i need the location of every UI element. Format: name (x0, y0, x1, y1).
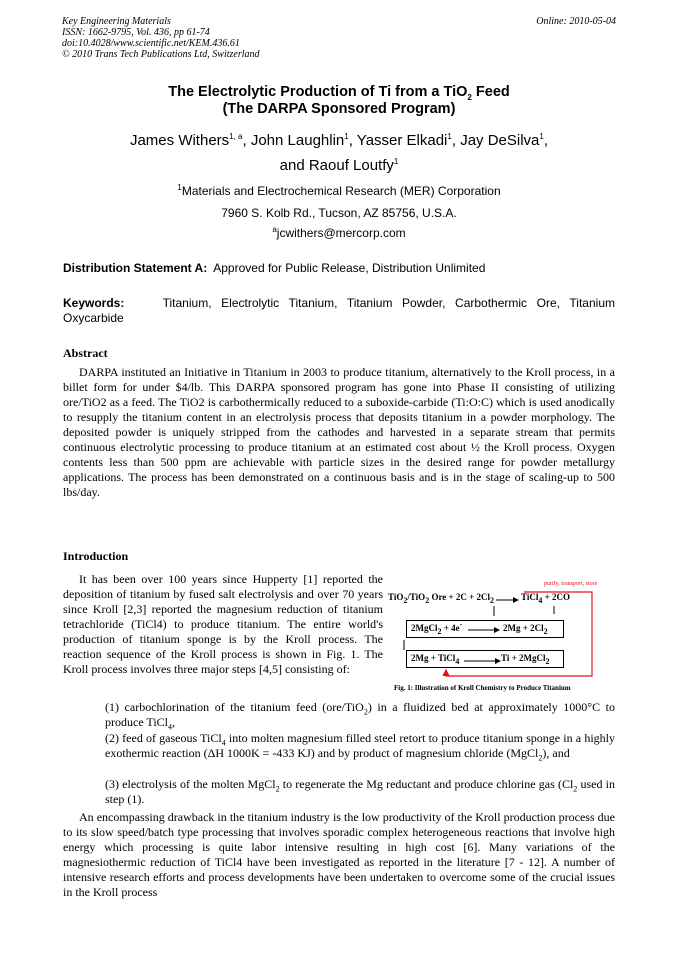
intro-paragraph-1: It has been over 100 years since Hupperty [1] reported the deposition of titanium by fused salt electrolysis and over 70 years since Kroll [2,3] reported the magnesium reduction of titanium tetrachloride (TiCl4) to produce titanium. The entire world's production of titanium sponge is by the Kroll process. The reaction sequence of the Kroll process is shown in Fig. 1. The Kroll process involves three major steps [4,5] consisting of: (63, 572, 383, 676)
author-name: and Raouf Loutfy (279, 157, 394, 174)
author-name: Jay DeSilva (460, 132, 540, 149)
title-sub: 2 (467, 92, 472, 102)
title-part: The Electrolytic Production of Ti from a TiO (168, 84, 468, 100)
copyright-line: © 2010 Trans Tech Publications Ltd, Switzerland (62, 49, 260, 60)
author-list: James Withers$^{1, a}$, John Laughlin$^1$, Yasser Elkadi$^1$, Jay DeSilva$^1$, (129, 132, 549, 149)
step-2: (2) feed of gaseous TiCl$_4$ into molten magnesium filled steel retort to produce titanium sponge in a highly exothermic reaction (ΔH 1000K = -433 KJ) and by product of magnesium chloride (MgCl$_2$), and (105, 731, 615, 763)
journal-header (62, 16, 260, 60)
keywords (63, 296, 615, 326)
equation-2-box: 2MgCl$_2$ + 4e- $2Mg + 2Cl_2$ (406, 620, 564, 638)
figure-red-label: purify, transport, store (544, 581, 598, 587)
abstract-body: DARPA instituted an Initiative in Titanium in 2003 to produce titanium, alternatively to the Kroll process, in a billet form for under $4/lb. This DARPA sponsored program has gone into Phase II consisting of utilizing ore/TiO2 as a feed. The TiO2 is carbothermically reduced to a suboxide-carbide (Ti:O:C) which is used anodically to resupply the titanium content in an electrolysis process that deposits titanium in a powder morphology. The deposited powder is uniquely stripped from the cathodes and harvested in a separate stream that permits continuous electrolytic processing to produce titanium at an estimated cost about ½ the Kroll process. Oxygen contents less than 500 ppm are achievable with particle sizes in the desired range for powder metallurgy applications. The process has been demonstrated on a continuous basis and is in the stage of scaling-up to 500 lbs/day. (63, 365, 615, 499)
author-list-2: and Raouf Loutfy$^1$ (279, 157, 399, 174)
keywords-text: Titanium, Electrolytic Titanium, Titanium Powder, Carbothermic Ore, Titanium Oxycarbide (63, 296, 615, 325)
distribution-text: Approved for Public Release, Distribution Unlimited (213, 261, 486, 275)
equation-3-box: 2Mg + TiCl$_4$ Ti + 2MgCl$_2$ (406, 650, 564, 668)
figure-caption: Fig. 1: Illustration of Kroll Chemistry to Produce Titanium (394, 684, 571, 692)
keywords-label: Keywords: (63, 296, 125, 310)
distribution-label: Distribution Statement A: (63, 261, 208, 275)
affiliation: $^1$Materials and Electrochemical Research (MER) Corporation (177, 183, 501, 198)
affiliation-text: Materials and Electrochemical Research (MER) Corporation (181, 184, 501, 198)
abstract-heading: Abstract (63, 346, 108, 360)
title-end: Feed (471, 84, 510, 100)
step-1: (1) carbochlorination of the titanium feed (ore/TiO$_2$) in a fluidized bed at approximately 1000°C to produce TiCl$_4$, (105, 700, 615, 732)
paper-title (0, 84, 678, 101)
journal-name: Key Engineering Materials (62, 16, 171, 27)
distribution-statement (63, 261, 615, 276)
equation-1-product: TiCl$_4$ + 2CO (521, 592, 570, 605)
intro-paragraph-2: An encompassing drawback in the titanium industry is the low productivity of the Kroll production process due to its slow speed/batch type processing that involves sporadic complex heterogeneous reactions that involve high energy which processing is quite labor intensive resulting in high cost [6]. Many variations of the magnesiothermic reduction of TiCl4 have been investigated as reported in the literature [7 - 12]. A number of intensive research efforts and process developments have been undertaken to overcome some of the crucial issues in the Kroll process (63, 810, 615, 899)
step-3: (3) electrolysis of the molten MgCl$_2$ to regenerate the Mg reductant and produce chlorine gas ($Cl_2$ used in step (1). (105, 777, 615, 806)
paper-subtitle: (The DARPA Sponsored Program) (222, 101, 456, 117)
introduction-heading: Introduction (63, 549, 129, 563)
email: $^a$jcwithers@mercorp.com (272, 225, 406, 240)
author-name: John Laughlin (250, 132, 345, 149)
figure-kroll-chemistry (384, 578, 614, 698)
email-text[interactable]: jcwithers@mercorp.com (276, 226, 406, 240)
issn-line: ISSN: 1662-9795, Vol. 436, pp 61-74 (62, 27, 210, 38)
doi-line: doi:10.4028/www.scientific.net/KEM.436.61 (62, 38, 240, 49)
author-name: Yasser Elkadi (356, 132, 448, 149)
author-name: James Withers (129, 132, 230, 149)
online-date: Online: 2010-05-04 (536, 16, 616, 27)
equation-1: TiO$_2$/TiO$_2$ Ore + $2C + 2Cl_2$ (388, 592, 495, 605)
address: 7960 S. Kolb Rd., Tucson, AZ 85756, U.S.A. (221, 206, 457, 220)
